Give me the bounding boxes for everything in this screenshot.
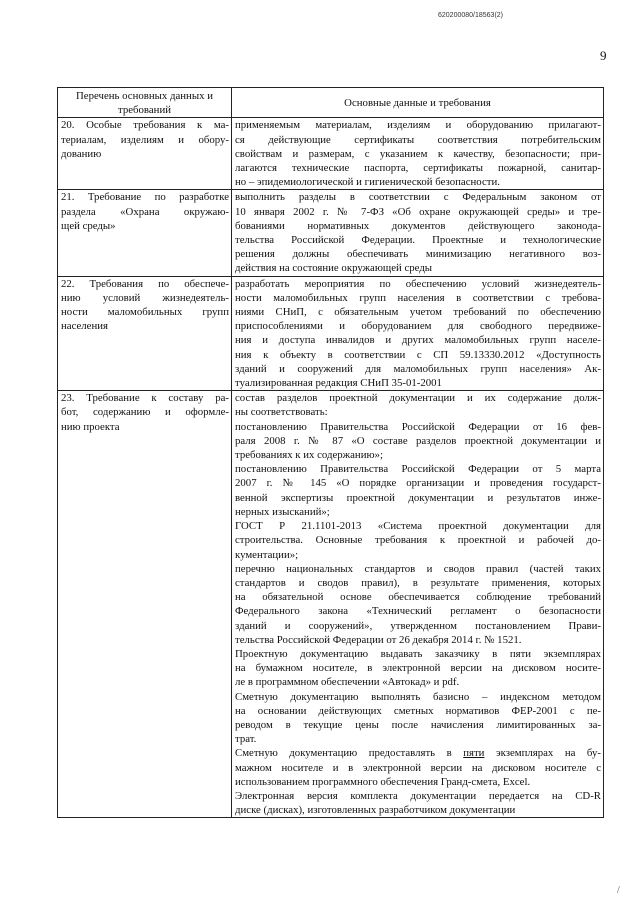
category-line: населения (61, 320, 108, 333)
text-line: ны соответствовать: (235, 406, 328, 419)
text-segment: Сметную документацию предоставлять в (235, 747, 452, 760)
text-line: ся действующие сертификаты соответствия потребительским (235, 133, 601, 146)
text-line: кументации»; (235, 548, 299, 561)
text-line: но – эпидемиологической и гигиенической безопасности. (235, 176, 500, 189)
text-line: свойствам и размерам, с указанием к качеству, безопасности; при- (235, 147, 601, 160)
column-header-list-line: требований (117, 104, 171, 117)
text-line: тельства Российской Федерации от 26 декабря 2014 г. № 1521. (235, 633, 522, 646)
column-header-list-line: Перечень основных данных и (76, 90, 213, 102)
document-id: 620200080/18563(2) (438, 12, 504, 19)
category-line: териалам, изделиям и обору- (61, 133, 229, 146)
row-category (58, 118, 232, 190)
row-category (58, 190, 232, 276)
text-line: 10 января 2002 г. № 7-ФЗ «Об охране окружающей среды» и тре- (235, 205, 601, 218)
row-category (58, 391, 232, 818)
text-line: раля 2008 г. № 87 «О составе разделов проектной документации и (235, 434, 601, 447)
text-line: решения должны обеспечивать минимизацию негативного воз- (235, 248, 601, 261)
text-line: разработать мероприятия по обеспечению условий жизнедеятель- (235, 277, 601, 290)
margin-mark: / (617, 885, 620, 896)
category-line: 20. Особые требования к ма- (61, 119, 229, 132)
text-line: на обязательной основе обеспечивается соблюдение требований (235, 591, 601, 604)
row-requirement (232, 118, 604, 190)
text-line: на бумажном носителе, в электронной версии на дисковом носите- (235, 662, 601, 675)
text-line: перечню национальных стандартов и сводов правил (частей таких (235, 562, 601, 575)
text-line: постановлению Правительства Российской Федерации от 5 марта (235, 463, 601, 476)
category-line: раздела «Охрана окружаю- (61, 205, 229, 218)
text-line: мажном носителе и в электронной версии на дисковом носителе с (235, 761, 601, 774)
column-header-requirements: Основные данные и требования (232, 88, 604, 118)
text-line: лагаются технические паспорта, сертификаты пожарной, санитар- (235, 162, 601, 175)
text-line: ГОСТ Р 21.1101-2013 «Система проектной документации для (235, 520, 601, 533)
category-line: нию условий жизнедеятель- (61, 291, 229, 304)
text-line: стандартов и сводов правил), в результате применения, которых (235, 576, 601, 589)
category-line: 21. Требование по разработке (61, 191, 229, 204)
table-row (58, 276, 604, 391)
text-line: зданий и сооружений», утвержденном постановлением Прави- (235, 619, 601, 632)
text-line: трат. (235, 733, 257, 746)
text-line: состав разделов проектной документации и их содержание долж- (235, 392, 601, 405)
text-line: выполнить разделы в соответствии с Федеральным законом от (235, 191, 601, 204)
text-line: бованиями нормативных документов действующего законода- (235, 219, 601, 232)
text-line: ния к объекту в соответствии с СП 59.13330.2012 «Доступность (235, 348, 601, 361)
text-line: зданий и сооружений для маломобильных групп населения» Ак- (235, 362, 601, 375)
text-line: Федерального закона «Технический регламент о безопасности (235, 605, 601, 618)
category-line: ности маломобильных групп (61, 306, 229, 319)
category-line: бот, содержанию и оформле- (61, 406, 229, 419)
table-row (58, 118, 604, 190)
text-line: строительства. Основные требования к проектной и рабочей до- (235, 534, 601, 547)
text-line: на основании действующих сметных нормативов ФЕР-2001 с пе- (235, 704, 601, 717)
text-line: реводом в текущие цены после начисления лимитированных за- (235, 718, 601, 731)
category-line: нию проекта (61, 420, 120, 433)
text-line: постановлению Правительства Российской Федерации от 16 фев- (235, 420, 601, 433)
text-line: тельства Российской Федерации. Проектные и технологические (235, 234, 601, 247)
category-line: дованию (61, 147, 102, 160)
text-line: применяемым материалам, изделиям и оборудованию прилагают- (235, 119, 601, 132)
text-line: Проектную документацию выдавать заказчику в пяти экземплярах (235, 647, 601, 660)
category-line: щей среды» (61, 219, 116, 232)
underlined-word: пяти (463, 747, 485, 760)
row-requirement (232, 190, 604, 276)
text-line: ле в программном обеспечении «Автокад» и pdf. (235, 676, 460, 689)
text-line: нерных изысканий»; (235, 505, 330, 518)
text-line: ниями СНиП, с обязательным учетом требований по обеспечению (235, 306, 601, 319)
text-line: действия на состояние окружающей среды (235, 262, 433, 275)
column-header-list (58, 88, 232, 118)
text-line: ния и доступа инвалидов и других маломобильных групп населе- (235, 334, 601, 347)
text-line: требованиях к их содержанию»; (235, 449, 383, 462)
table-header-row (58, 88, 604, 118)
category-line: 22. Требования по обеспече- (61, 277, 229, 290)
text-line: приспособлениями и оборудованием для свободного передвиже- (235, 320, 601, 333)
text-segment: экземплярах на бу- (495, 747, 601, 760)
text-line: Сметную документацию выполнять базисно – индексном методом (235, 690, 601, 703)
text-line: диске (дисках), изготовленных разработчиком документации (235, 804, 516, 817)
category-line: 23. Требование к составу ра- (61, 392, 229, 405)
table-row (58, 190, 604, 276)
page-number: 9 (600, 48, 607, 63)
text-line: ности маломобильных групп населения в соответствии с требова- (235, 291, 601, 304)
row-category (58, 276, 232, 391)
text-line: использованием программного обеспечения Гранд-смета, Excel. (235, 775, 531, 788)
row-requirement (232, 391, 604, 818)
text-line: венной экспертизы проектной документации и результатов инже- (235, 491, 601, 504)
row-requirement (232, 276, 604, 391)
text-line: туализированная редакция СНиП 35-01-2001 (235, 377, 442, 390)
table-row (58, 391, 604, 818)
text-line: Электронная версия комплекта документации передается на CD-R (235, 789, 601, 802)
text-line (235, 746, 601, 760)
text-line: 2007 г. № 145 «О порядке организации и проведения государст- (235, 477, 601, 490)
requirements-table (57, 87, 604, 818)
